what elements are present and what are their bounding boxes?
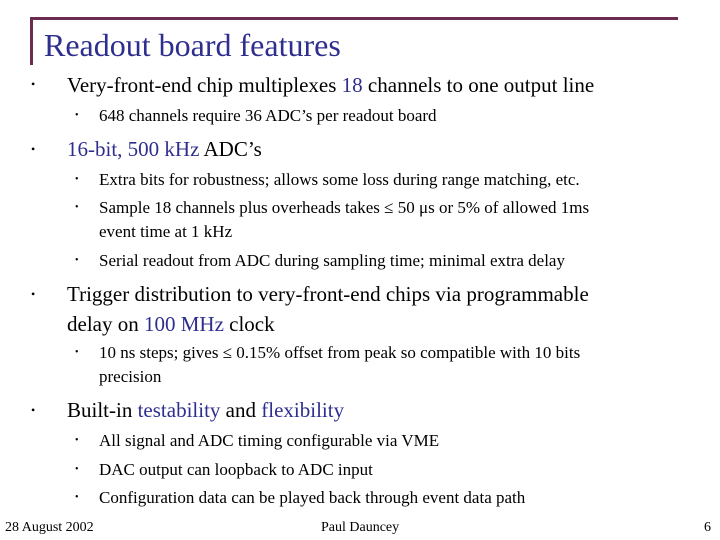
bullet-3-sub-1-line-1: 10 ns steps; gives ≤ 0.15% offset from peak so compatible with 10 bits: [99, 343, 581, 362]
sub-bullet-dot: •: [75, 435, 79, 446]
bullet-dot: •: [31, 403, 36, 417]
bullet-4-sub-2: DAC output can loopback to ADC input: [99, 460, 373, 479]
sub-bullet-dot: •: [75, 464, 79, 475]
bullet-dot: •: [31, 77, 36, 91]
title-frame-top-rule: [30, 17, 678, 20]
bullet-2-sub-2-line-1: Sample 18 channels plus overheads takes ≤ 50 μs or 5% of allowed 1ms: [99, 198, 590, 217]
bullet-2-sub-3: Serial readout from ADC during sampling time; minimal extra delay: [99, 251, 565, 270]
bullet-dot: •: [31, 142, 36, 156]
bullet-4-sub-3: Configuration data can be played back through event data path: [99, 488, 526, 507]
bullet-2-sub-1: Extra bits for robustness; allows some loss during range matching, etc.: [99, 170, 580, 189]
bullet-2-text: 16-bit, 500 kHz ADC’s: [67, 137, 262, 161]
bullet-dot: •: [31, 287, 36, 301]
slide-title: Readout board features: [44, 27, 341, 63]
footer-page-number: 6: [704, 520, 711, 535]
footer-date: 28 August 2002: [5, 520, 94, 535]
bullet-2-sub-2-line-2: event time at 1 kHz: [99, 222, 233, 241]
bullet-3-line-1: Trigger distribution to very-front-end chips via programmable: [67, 282, 589, 306]
sub-bullet-dot: •: [75, 110, 79, 121]
sub-bullet-dot: •: [75, 347, 79, 358]
sub-bullet-dot: •: [75, 255, 79, 266]
title-frame-left-rule: [30, 17, 33, 65]
bullet-1-text: Very-front-end chip multiplexes 18 channels to one output line: [67, 73, 595, 97]
sub-bullet-dot: •: [75, 492, 79, 503]
bullet-3-line-2: delay on 100 MHz clock: [67, 312, 275, 336]
bullet-4-sub-1: All signal and ADC timing configurable via VME: [99, 431, 440, 450]
sub-bullet-dot: •: [75, 202, 79, 213]
bullet-1-sub-1: 648 channels require 36 ADC’s per readout board: [99, 106, 437, 125]
bullet-4-text: Built-in testability and flexibility: [67, 398, 345, 422]
bullet-3-sub-1-line-2: precision: [99, 367, 162, 386]
sub-bullet-dot: •: [75, 174, 79, 185]
footer-author: Paul Dauncey: [321, 520, 400, 535]
